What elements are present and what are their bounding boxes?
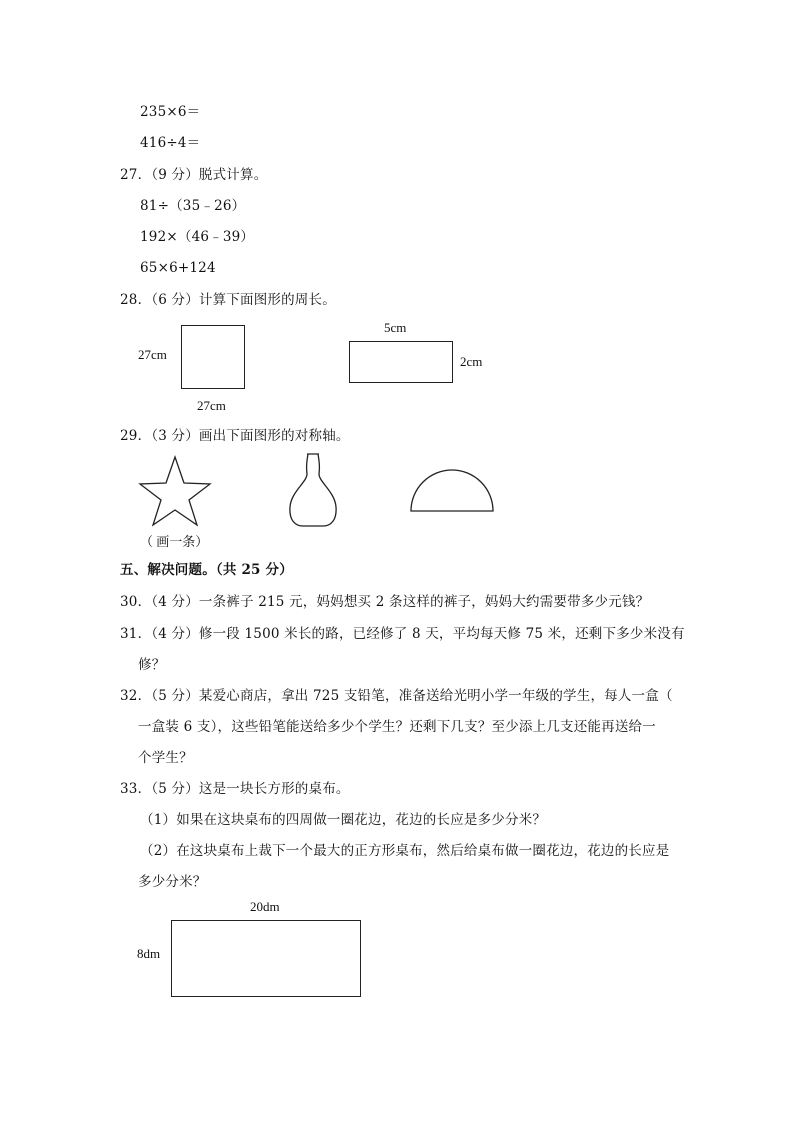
square-left-label: 27cm: [138, 347, 167, 362]
question-27-b: 192×（46﹣39）: [140, 229, 255, 245]
question-33-sub2-line1: （2）在这块桌布上裁下一个最大的正方形桌布，然后给桌布做一圈花边，花边的长应是: [140, 843, 670, 859]
question-33: 33．（5 分）这是一块长方形的桌布。: [120, 781, 350, 797]
question-33-sub2-line2: 多少分米？: [138, 874, 207, 890]
square-bottom-label: 27cm: [197, 398, 226, 413]
question-28: 28．（6 分）计算下面图形的周长。: [120, 292, 336, 308]
rect-right-label: 2cm: [460, 354, 483, 369]
tablecloth-top-label: 20dm: [250, 899, 280, 914]
calc-235x6: 235×6＝: [140, 104, 201, 120]
question-32-line2: 一盒装 6 支），这些铅笔能送给多少个学生？还剩下几支？至少添上几支还能再送给一: [138, 719, 656, 735]
question-27: 27．（9 分）脱式计算。: [120, 167, 268, 183]
tablecloth-rectangle: [171, 920, 361, 997]
question-30: 30．（4 分）一条裤子 215 元，妈妈想买 2 条这样的裤子，妈妈大约需要带多少元钱？: [120, 594, 650, 610]
question-27-a: 81÷（35﹣26）: [140, 198, 246, 214]
question-31-line1: 31．（4 分）修一段 1500 米长的路，已经修了 8 天，平均每天修 75 米，还剩下多少米没有: [120, 626, 685, 642]
star-icon: [137, 455, 217, 527]
vase-icon: [283, 452, 343, 532]
question-31-line2: 修？: [138, 657, 166, 673]
section-5-heading: 五、解决问题。（共 25 分）: [120, 562, 293, 578]
question-27-c: 65×6+124: [140, 260, 216, 276]
tablecloth-left-label: 8dm: [137, 946, 161, 961]
question-33-sub1: （1）如果在这块桌布的四周做一圈花边，花边的长应是多少分米？: [140, 812, 547, 828]
question-32-line1: 32．（5 分）某爱心商店，拿出 725 支铅笔，准备送给光明小学一年级的学生，每人一盒（: [120, 688, 673, 704]
figure-28: [135, 315, 490, 415]
calc-416div4: 416÷4＝: [140, 135, 201, 151]
figure-29: [135, 452, 500, 552]
question-29: 29．（3 分）画出下面图形的对称轴。: [120, 428, 350, 444]
rect-top-label: 5cm: [384, 320, 407, 335]
question-32-line3: 个学生？: [138, 750, 193, 766]
rectangle-shape: [349, 341, 453, 383]
semicircle-icon: [408, 466, 498, 516]
square-shape: [181, 325, 245, 389]
figure-33: [135, 897, 375, 1002]
star-caption: （ 画一条）: [140, 534, 209, 549]
